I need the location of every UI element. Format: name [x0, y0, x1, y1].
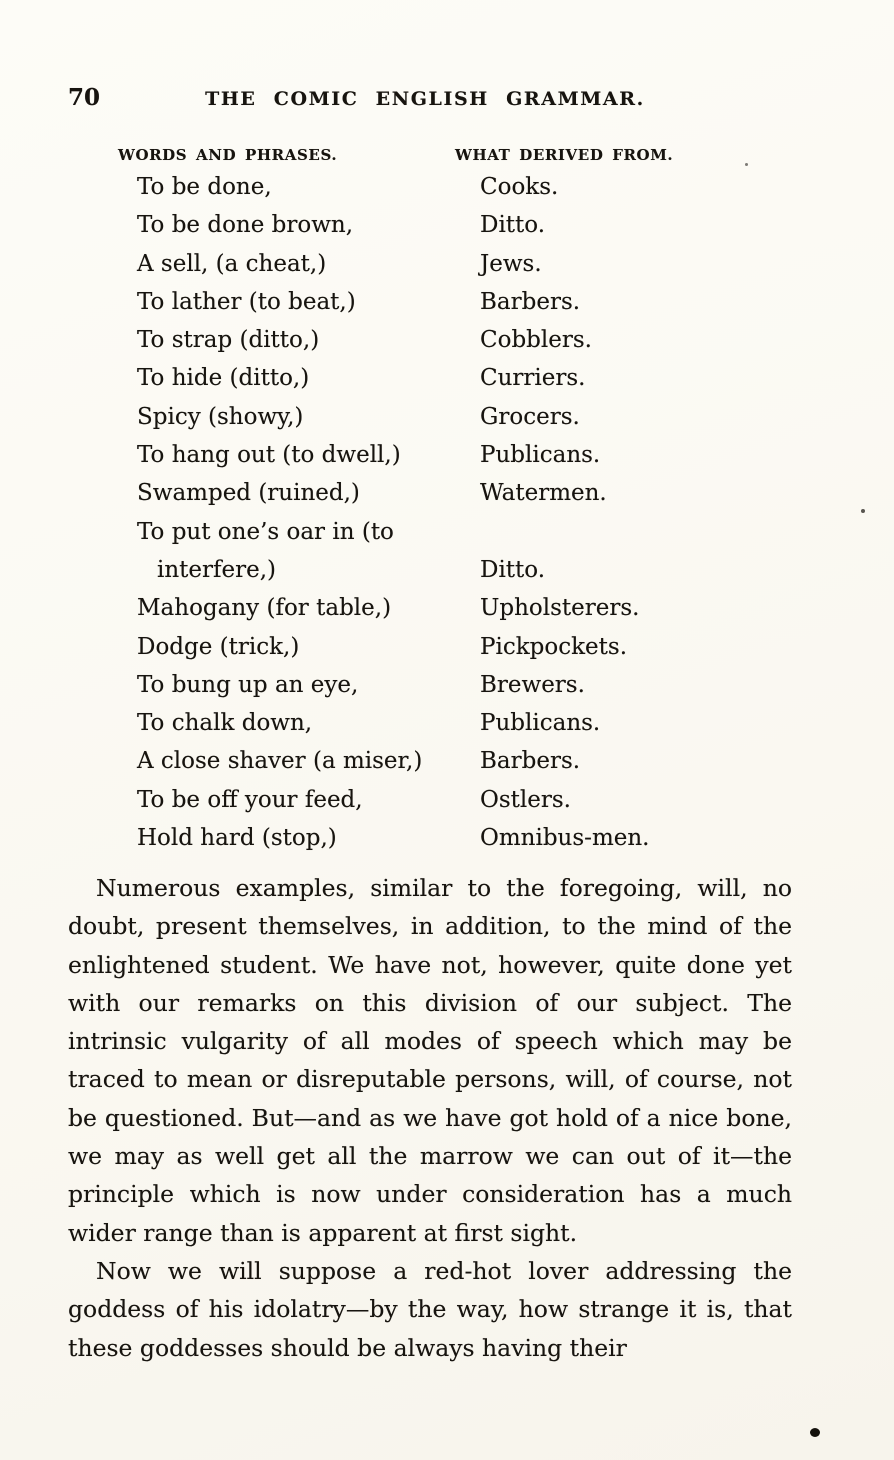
column-header-derived: WHAT DERIVED FROM.	[455, 146, 674, 164]
derivations-table	[118, 146, 798, 857]
column-header-words: WORDS AND PHRASES.	[118, 146, 338, 164]
phrase-cell: To be done,	[137, 174, 272, 200]
phrase-cell: Hold hard (stop,)	[137, 825, 337, 852]
derived-cell: Ditto.	[480, 556, 546, 583]
table-header-row	[118, 146, 798, 164]
table-row	[118, 398, 798, 436]
table-row	[118, 704, 798, 742]
derived-cell: Barbers.	[480, 748, 581, 775]
table-row	[118, 436, 798, 474]
table-row	[118, 321, 798, 359]
derived-cell: Jews.	[480, 250, 542, 277]
phrase-cell: Dodge (trick,)	[137, 633, 300, 660]
ink-speck	[861, 509, 865, 513]
phrase-cell: To be off your feed,	[137, 786, 363, 813]
phrase-cell: To lather (to beat,)	[137, 288, 356, 315]
derived-cell: Ditto.	[480, 212, 546, 239]
derived-cell: Barbers.	[480, 288, 581, 315]
phrase-cell: Swamped (ruined,)	[137, 480, 360, 507]
phrase-cell: To bung up an eye,	[137, 671, 359, 698]
running-title: THE COMIC ENGLISH GRAMMAR.	[205, 88, 645, 110]
phrase-cell: To hide (ditto,)	[137, 365, 310, 392]
derived-cell: Publicans.	[480, 710, 601, 737]
table-row	[118, 474, 798, 512]
phrase-cell: To chalk down,	[137, 710, 313, 737]
phrase-cell: A sell, (a cheat,)	[137, 250, 327, 277]
phrase-cell: To strap (ditto,)	[137, 327, 320, 354]
derived-cell: Omnibus-men.	[480, 825, 650, 852]
derived-cell: Publicans.	[480, 442, 601, 469]
table-row	[118, 551, 798, 589]
phrase-cell: To put one’s oar in (to	[137, 518, 394, 545]
phrase-cell: A close shaver (a miser,)	[137, 748, 423, 775]
derived-cell: Cobblers.	[480, 327, 592, 354]
derived-cell: Ostlers.	[480, 786, 571, 813]
table-row	[118, 589, 798, 627]
table-row	[118, 781, 798, 819]
table-row	[118, 628, 798, 666]
derived-cell: Grocers.	[480, 403, 580, 430]
table-row	[118, 359, 798, 397]
phrase-cell: interfere,)	[157, 556, 277, 583]
paragraph: Now we will suppose a red-hot lover addressing the goddess of his idolatry—by the way, how strange it is, that these goddesses should be always having their	[68, 1256, 792, 1362]
derived-cell: Pickpockets.	[480, 633, 628, 660]
paragraph: Numerous examples, similar to the foregoing, will, no doubt, present themselves, in addition, to the mind of the enlightened student. We have not, however, quite done yet with our remarks on this division of our subject. The intrinsic vulgarity of all modes of speech which may be traced to mean or disreputable persons, will, of course, not be questioned. But—and as we have got hold of a nice bone, we may as well get all the marrow we can out of it—the principle which is now under consideration has a much wider range than is apparent at first sight.	[68, 874, 792, 1247]
derived-cell: Watermen.	[480, 480, 607, 507]
phrase-cell: To hang out (to dwell,)	[137, 442, 401, 469]
table-row	[118, 819, 798, 857]
table-body	[118, 168, 798, 857]
page-number: 70	[68, 84, 101, 111]
table-row	[118, 168, 798, 206]
table-row	[118, 666, 798, 704]
phrase-cell: Spicy (showy,)	[137, 403, 304, 430]
derived-cell: Cooks.	[480, 174, 559, 200]
table-row	[118, 245, 798, 283]
derived-cell: Curriers.	[480, 365, 586, 392]
phrase-cell: To be done brown,	[137, 212, 354, 239]
table-row	[118, 742, 798, 780]
ink-speck	[810, 1428, 820, 1437]
table-row	[118, 283, 798, 321]
body-text	[68, 869, 792, 1367]
derived-cell: Upholsterers.	[480, 595, 640, 622]
table-row	[118, 206, 798, 244]
phrase-cell: Mahogany (for table,)	[137, 595, 392, 622]
ink-speck	[745, 163, 748, 166]
derived-cell: Brewers.	[480, 671, 585, 698]
table-row	[118, 513, 798, 551]
